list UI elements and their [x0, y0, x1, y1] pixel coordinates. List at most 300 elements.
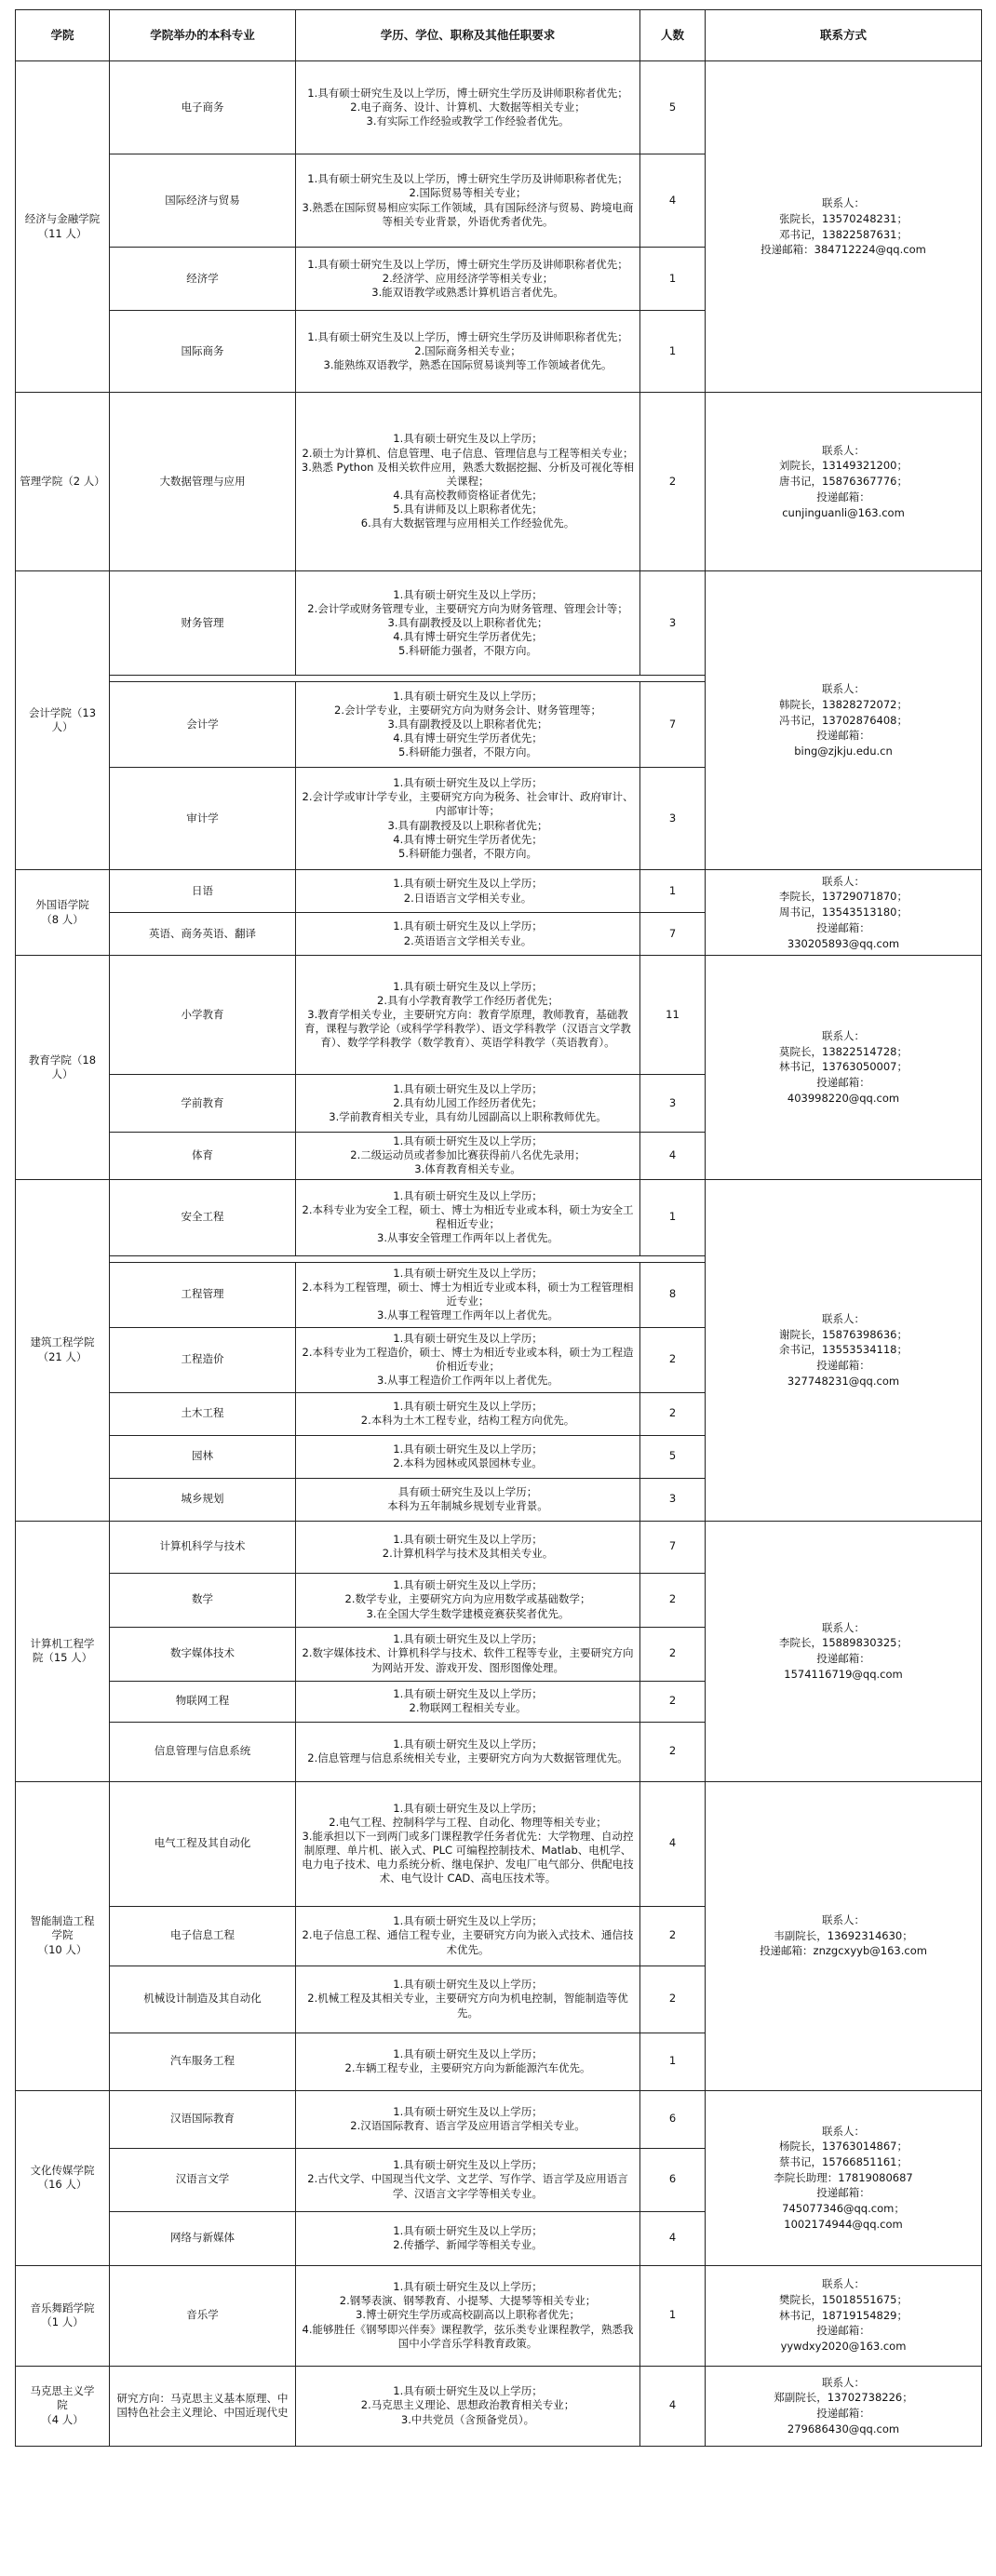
requirements-line: 3.有实际工作经验或教学工作经验者优先。	[366, 114, 570, 128]
headcount	[640, 311, 706, 393]
major-name-line: 国际商务	[181, 343, 224, 357]
major-name-line: 物联网工程	[175, 1694, 230, 1708]
requirements-line: 2.英语语言文学相关专业。	[403, 933, 532, 947]
college-name-line: 文化传媒学院	[30, 2163, 95, 2177]
requirements-line: 3.从事工程造价工作两年以上者优先。	[377, 1374, 559, 1388]
major-name-line: 大数据管理与应用	[159, 474, 246, 488]
headcount	[640, 1133, 706, 1180]
headcount	[640, 1435, 706, 1478]
major-name	[110, 1722, 296, 1781]
requirements-line: 1.具有硕士研究生及以上学历；	[393, 979, 543, 993]
table-row	[16, 2366, 982, 2446]
requirements-line: 2.汉语国际教育、语言学及应用语言学相关专业。	[350, 2119, 585, 2133]
college-name-line: 会计学院（13 人）	[28, 705, 97, 733]
headcount-line: 7	[668, 717, 677, 731]
requirements	[296, 956, 640, 1075]
requirements-line: 5.科研能力强者，不限方向。	[398, 644, 537, 658]
headcount-line: 4	[668, 193, 677, 207]
major-name	[110, 2265, 296, 2366]
major-name	[110, 682, 296, 768]
major-name-line: 电子信息工程	[170, 1928, 235, 1942]
college-contact-line: 1574116719@qq.com	[784, 1667, 903, 1681]
major-name-line: 财务管理	[181, 615, 224, 629]
requirements-line: 3.具有副教授及以上职称者优先；	[387, 818, 548, 832]
headcount-line: 1	[668, 883, 677, 897]
requirements-line: 1.具有硕士研究生及以上学历；	[393, 1632, 543, 1646]
table-row	[16, 571, 982, 676]
major-name-line: 数学	[192, 1592, 213, 1606]
major-name-line: 汽车服务工程	[170, 2054, 235, 2068]
college-name-line: 计算机工程学	[30, 1636, 95, 1650]
requirements-line: 4.具有博士研究生学历者优先；	[393, 832, 543, 846]
requirements-line: 1.具有硕士研究生及以上学历；	[393, 1134, 543, 1147]
headcount	[640, 1392, 706, 1435]
major-name-line: 汉语国际教育	[170, 2112, 235, 2126]
requirements-line: 2.国际贸易等相关专业；	[409, 186, 527, 200]
college-name-line: （16 人）	[37, 2178, 87, 2192]
college-contact-line: bing@zjkju.edu.cn	[794, 745, 893, 758]
requirements	[296, 2033, 640, 2090]
college-contact-line: 李院长，13729071870；	[779, 890, 908, 904]
requirements-line: 1.具有硕士研究生及以上学历；	[393, 1266, 543, 1280]
headcount	[640, 248, 706, 311]
requirements-line: 5.具有讲师及以上职称者优先；	[393, 503, 543, 517]
major-name-line: 经济学	[186, 271, 219, 285]
headcount	[640, 1075, 706, 1133]
requirements	[296, 1075, 640, 1133]
headcount	[640, 1627, 706, 1681]
major-name-line: 电气工程及其自动化	[154, 1836, 251, 1850]
college-contact-line: 联系人：	[822, 2375, 865, 2389]
major-name-line: 安全工程	[181, 1210, 224, 1224]
requirements	[296, 1392, 640, 1435]
table-header-row	[16, 10, 982, 61]
table-row	[16, 1521, 982, 1573]
major-name	[110, 2033, 296, 2090]
requirements-line: 2.本科专业为安全工程，硕士、博士为相近专业或本科，硕士为安全工程相近专业；	[302, 1202, 634, 1231]
major-name	[110, 1478, 296, 1521]
college-name	[16, 571, 110, 870]
major-name	[110, 571, 296, 676]
college-contact-line: 郑副院长，13702738226；	[774, 2391, 913, 2405]
college-name-line: （8 人）	[41, 912, 84, 926]
headcount	[640, 2366, 706, 2446]
college-name-line: 经济与金融学院	[24, 212, 101, 226]
requirements-line: 2.具有幼儿园工作经历者优先；	[393, 1095, 543, 1109]
requirements-line: 1.具有硕士研究生及以上学历；	[393, 775, 543, 789]
college-name	[16, 1781, 110, 2090]
headcount	[640, 2033, 706, 2090]
college-contact-line: 联系人：	[822, 1029, 865, 1043]
college-contact-line: 745077346@qq.com；	[782, 2202, 905, 2216]
headcount-line: 2	[668, 474, 677, 488]
requirements-line: 1.具有硕士研究生及以上学历；	[393, 587, 543, 601]
major-name	[110, 768, 296, 870]
requirements-line: 5.科研能力强者，不限方向。	[398, 846, 537, 860]
headcount-line: 4	[668, 2398, 677, 2412]
requirements-line: 2.计算机科学与技术及其相关专业。	[382, 1547, 554, 1561]
major-name	[110, 1966, 296, 2033]
college-contact	[706, 2090, 982, 2265]
college-contact-line: 邓书记，13822587631；	[779, 227, 908, 241]
major-name	[110, 1681, 296, 1722]
college-contact	[706, 393, 982, 571]
college-name-line: （1 人）	[41, 2315, 84, 2329]
requirements-line: 4.具有博士研究生学历者优先；	[393, 731, 543, 745]
college-contact-line: 投递邮箱：znzgcxyyb@163.com	[760, 1944, 927, 1958]
requirements-line: 4.能够胜任《钢琴即兴伴奏》课程教学，弦乐类专业课程教学，熟悉我国中小学音乐学科教育政策。	[302, 2322, 634, 2350]
major-name	[110, 2148, 296, 2211]
major-name	[110, 1075, 296, 1133]
header-college: 学院	[16, 10, 110, 61]
college-contact	[706, 2265, 982, 2366]
major-name-line: 网络与新媒体	[170, 2231, 235, 2245]
college-contact-line: 樊院长，15018551675；	[779, 2293, 908, 2306]
headcount-line: 2	[668, 1928, 677, 1942]
requirements	[296, 1179, 640, 1255]
headcount-line: 6	[668, 2112, 677, 2126]
requirements-line: 1.具有硕士研究生及以上学历；	[393, 1399, 543, 1413]
college-contact-line: 周书记，13543513180；	[779, 906, 908, 919]
requirements-line: 1.具有硕士研究生及以上学历；	[393, 1801, 543, 1815]
college-contact-line: 联系人：	[822, 2124, 865, 2138]
major-name-line: 研究方向：马克思主义基本原理、中国特色社会主义理论、中国近现代史	[116, 2391, 289, 2420]
college-contact-line: 蔡书记，15766851161；	[779, 2155, 908, 2168]
college-contact-line: 投递邮箱：	[816, 1652, 870, 1666]
requirements	[296, 1722, 640, 1781]
requirements-line: 1.具有硕士研究生及以上学历；	[393, 919, 543, 933]
table-row	[16, 2090, 982, 2148]
requirements-line: 3.教育学相关专业，主要研究方向：教育学原理，教师教育，基础教育，课程与教学论（或科学学科教学）、语文学科教学（汉语言文学教育）、数学学科教学（数学教育）、英语学科教学（英语教育）。	[304, 1007, 631, 1050]
major-name	[110, 2366, 296, 2446]
major-name	[110, 1781, 296, 1906]
college-name	[16, 1179, 110, 1521]
requirements-line: 2.电子信息工程、通信工程专业，主要研究方向为嵌入式技术、通信技术优先。	[302, 1928, 634, 1956]
header-requirements: 学历、学位、职称及其他任职要求	[296, 10, 640, 61]
requirements-line: 2.马克思主义理论、思想政治教育相关专业；	[360, 2398, 575, 2412]
requirements-line: 1.具有硕士研究生及以上学历；	[393, 1914, 543, 1928]
college-contact-line: 联系人：	[822, 1913, 865, 1926]
college-contact-line: 联系人：	[822, 874, 865, 888]
college-contact	[706, 870, 982, 956]
headcount-line: 2	[668, 1592, 677, 1606]
major-name-line: 工程管理	[181, 1287, 224, 1301]
headcount-line: 1	[668, 2054, 677, 2068]
headcount	[640, 1573, 706, 1627]
requirements-line: 1.具有硕士研究生及以上学历，博士研究生学历及讲师职称者优先；	[307, 86, 628, 100]
headcount	[640, 393, 706, 571]
requirements	[296, 2090, 640, 2148]
major-name-line: 数字媒体技术	[170, 1646, 235, 1660]
major-name-line: 日语	[192, 883, 213, 897]
college-name	[16, 2265, 110, 2366]
college-contact-line: 李院长助理：17819080687	[774, 2170, 913, 2184]
headcount-line: 1	[668, 343, 677, 357]
college-contact-line: 莫院长，13822514728；	[779, 1044, 908, 1058]
college-contact-line: 韩院长，13828272072；	[779, 697, 908, 711]
requirements-line: 2.古代文学、中国现当代文学、文艺学、写作学、语言学及应用语言学、汉语言文字学等相关专业。	[307, 2172, 628, 2200]
college-name	[16, 1521, 110, 1781]
headcount-line: 4	[668, 1148, 677, 1162]
headcount-line: 2	[668, 1992, 677, 2006]
requirements-line: 5.科研能力强者，不限方向。	[398, 745, 537, 759]
requirements	[296, 154, 640, 248]
requirements-line: 1.具有硕士研究生及以上学历；	[393, 1188, 543, 1202]
college-contact-line: 投递邮箱：	[816, 729, 870, 743]
requirements-line: 1.具有硕士研究生及以上学历；	[393, 1978, 543, 1992]
college-contact-line: 279686430@qq.com	[787, 2422, 900, 2435]
college-name	[16, 2090, 110, 2265]
college-name-line: （10 人）	[37, 1942, 87, 1956]
headcount	[640, 1262, 706, 1327]
requirements	[296, 1478, 640, 1521]
requirements-line: 3.具有副教授及以上职称者优先；	[387, 615, 548, 629]
requirements	[296, 1521, 640, 1573]
requirements-line: 2.传播学、新闻学等相关专业。	[393, 2238, 543, 2252]
college-contact-line: 联系人：	[822, 1620, 865, 1634]
major-name	[110, 1327, 296, 1392]
requirements-line: 具有硕士研究生及以上学历；	[397, 1484, 538, 1498]
major-name	[110, 2211, 296, 2265]
college-contact-line: 投递邮箱：	[816, 490, 870, 503]
recruitment-table	[15, 9, 982, 2447]
requirements-line: 2.车辆工程专业，主要研究方向为新能源汽车优先。	[344, 2061, 591, 2075]
college-contact-line: 联系人：	[822, 1311, 865, 1325]
requirements	[296, 393, 640, 571]
major-name-line: 音乐学	[186, 2308, 219, 2322]
college-contact-line: cunjinguanli@163.com	[782, 505, 905, 519]
requirements-line: 1.具有硕士研究生及以上学历；	[393, 1737, 543, 1751]
headcount	[640, 2148, 706, 2211]
requirements-line: 1.具有硕士研究生及以上学历；	[393, 1532, 543, 1546]
headcount-line: 3	[668, 1095, 677, 1109]
headcount	[640, 2090, 706, 2148]
college-name-line: （11 人）	[37, 226, 87, 240]
headcount-line: 1	[668, 1210, 677, 1224]
college-name-line: 院（15 人）	[32, 1651, 93, 1665]
requirements-line: 2.物联网工程相关专业。	[409, 1701, 527, 1715]
requirements-line: 3.具有副教授及以上职称者优先；	[387, 717, 548, 731]
requirements-line: 3.体育教育相关专业。	[414, 1162, 521, 1176]
headcount	[640, 1327, 706, 1392]
college-contact-line: 唐书记，15876367776；	[779, 475, 908, 489]
college-contact-line: 张院长，13570248231；	[779, 211, 908, 225]
college-name-line: 院	[57, 2398, 68, 2412]
college-contact-line: 投递邮箱：	[816, 1076, 870, 1090]
college-contact-line: 403998220@qq.com	[787, 1091, 900, 1105]
college-contact-line: 刘院长，13149321200；	[779, 459, 908, 473]
headcount-line: 2	[668, 1352, 677, 1366]
headcount	[640, 682, 706, 768]
requirements-line: 2.硕士为计算机、信息管理、电子信息、管理信息与工程等相关专业；	[302, 446, 634, 460]
requirements-line: 2.具有小学教育教学工作经历者优先；	[377, 993, 559, 1007]
college-contact-line: 李院长，15889830325；	[779, 1636, 908, 1650]
table-row	[16, 956, 982, 1075]
college-contact-line: 谢院长，15876398636；	[779, 1327, 908, 1341]
college-contact-line: 投递邮箱：	[816, 2186, 870, 2200]
college-contact-line: 联系人：	[822, 443, 865, 457]
requirements	[296, 1681, 640, 1722]
headcount	[640, 2211, 706, 2265]
requirements-line: 2.本科专业为工程造价，硕士、博士为相近专业或本科，硕士为工程造价相近专业；	[302, 1345, 634, 1374]
requirements	[296, 1435, 640, 1478]
headcount-line: 7	[668, 1539, 677, 1553]
requirements-line: 1.具有硕士研究生及以上学历；	[393, 689, 543, 703]
requirements-line: 1.具有硕士研究生及以上学历；	[393, 1081, 543, 1095]
requirements-line: 3.能承担以下一到两门或多门课程教学任务者优先：大学物理、自动控制原理、单片机、嵌入式、PLC 可编程控制技术、Matlab、电机学、电力电子技术、电力系统分析、继电保护、发电厂电气部分、供配电技术、电气设计 CAD、高电压技术等。	[302, 1829, 634, 1885]
major-name	[110, 1573, 296, 1627]
requirements-line: 3.能熟练双语教学，熟悉在国际贸易谈判等工作领域者优先。	[323, 358, 612, 372]
major-name-line: 小学教育	[181, 1007, 224, 1021]
requirements	[296, 1906, 640, 1966]
college-contact-line: 联系人：	[822, 196, 865, 210]
major-name	[110, 1133, 296, 1180]
requirements-line: 2.机械工程及其相关专业，主要研究方向为机电控制，智能制造等优先。	[307, 1992, 628, 2019]
college-name	[16, 61, 110, 393]
requirements-line: 2.本科为工程管理，硕士、博士为相近专业或本科，硕士为工程管理相近专业；	[302, 1280, 634, 1308]
headcount-line: 5	[668, 1449, 677, 1463]
requirements-line: 2.会计学专业，主要研究方向为财务会计、财务管理等；	[334, 703, 601, 717]
headcount	[640, 1179, 706, 1255]
college-contact-line: 327748231@qq.com	[787, 1374, 900, 1388]
headcount	[640, 1521, 706, 1573]
requirements	[296, 1781, 640, 1906]
requirements-line: 3.能双语教学或熟悉计算机语言者优先。	[371, 286, 564, 300]
requirements-line: 2.电子商务、设计、计算机、大数据等相关专业；	[350, 100, 585, 114]
requirements-line: 1.具有硕士研究生及以上学历；	[393, 2384, 543, 2398]
requirements-line: 2.信息管理与信息系统相关专业，主要研究方向为大数据管理优先。	[307, 1751, 628, 1765]
major-name-line: 汉语言文学	[175, 2172, 230, 2186]
college-contact-line: yywdxy2020@163.com	[780, 2340, 907, 2354]
requirements-line: 1.具有硕士研究生及以上学历；	[393, 877, 543, 891]
requirements	[296, 2211, 640, 2265]
headcount	[640, 571, 706, 676]
major-name	[110, 311, 296, 393]
requirements	[296, 682, 640, 768]
requirements-line: 1.具有硕士研究生及以上学历；	[393, 2158, 543, 2172]
college-contact-line: 余书记，13553534118；	[779, 1343, 908, 1357]
headcount-line: 4	[668, 1836, 677, 1850]
requirements-line: 3.中共党员（含预备党员）。	[400, 2412, 535, 2426]
major-name-line: 机械设计制造及其自动化	[143, 1992, 262, 2006]
college-contact-line: 投递邮箱：	[816, 2407, 870, 2421]
requirements	[296, 2265, 640, 2366]
headcount	[640, 870, 706, 913]
major-name-line: 学前教育	[181, 1095, 224, 1109]
headcount-line: 3	[668, 811, 677, 825]
college-contact-line: 投递邮箱：384712224@qq.com	[760, 243, 926, 257]
college-contact-line: 联系人：	[822, 682, 865, 696]
major-name	[110, 61, 296, 154]
table-row	[16, 393, 982, 571]
college-name	[16, 956, 110, 1180]
college-name-line: 建筑工程学院	[30, 1335, 95, 1349]
requirements	[296, 913, 640, 956]
requirements-line: 2.数字媒体技术、计算机科学与技术、软件工程等专业，主要研究方向为网站开发、游戏开发、图形图像处理。	[302, 1646, 634, 1674]
college-name	[16, 2366, 110, 2446]
requirements-line: 1.具有硕士研究生及以上学历，博士研究生学历及讲师职称者优先；	[307, 257, 628, 271]
major-name-line: 计算机科学与技术	[159, 1539, 246, 1553]
college-contact-line: 林书记，13763050007；	[779, 1060, 908, 1074]
requirements	[296, 1327, 640, 1392]
requirements-line: 4.具有博士研究生学历者优先；	[393, 630, 543, 644]
major-name	[110, 1392, 296, 1435]
requirements-line: 1.具有硕士研究生及以上学历，博士研究生学历及讲师职称者优先；	[307, 329, 628, 343]
requirements	[296, 571, 640, 676]
requirements-line: 2.二级运动员或者参加比赛获得前八名优先录用；	[350, 1148, 585, 1162]
college-name-line: 教育学院（18 人）	[28, 1053, 97, 1080]
requirements	[296, 248, 640, 311]
header-major: 学院举办的本科专业	[110, 10, 296, 61]
headcount-line: 11	[666, 1007, 680, 1021]
requirements-line: 3.在全国大学生数学建模竞赛获奖者优先。	[366, 1606, 570, 1620]
requirements-line: 2.本科为园林或风景园林专业。	[393, 1456, 543, 1470]
headcount	[640, 768, 706, 870]
college-contact	[706, 571, 982, 870]
requirements-line: 3.熟悉在国际贸易相应实际工作领域，具有国际经济与贸易、跨境电商等相关专业背景，外语优秀者优先。	[302, 200, 634, 228]
requirements-line: 2.国际商务相关专业；	[414, 343, 521, 357]
requirements	[296, 311, 640, 393]
college-contact-line: 联系人：	[822, 2277, 865, 2291]
major-name	[110, 1179, 296, 1255]
major-name	[110, 870, 296, 913]
headcount	[640, 1966, 706, 2033]
headcount-line: 2	[668, 1694, 677, 1708]
requirements	[296, 1262, 640, 1327]
requirements-line: 2.经济学、应用经济学等相关专业；	[382, 271, 554, 285]
headcount	[640, 913, 706, 956]
requirements-line: 1.具有硕士研究生及以上学历；	[393, 2280, 543, 2294]
requirements-line: 1.具有硕士研究生及以上学历；	[393, 2104, 543, 2118]
college-name-line: 智能制造工程	[30, 1914, 95, 1928]
major-name	[110, 2090, 296, 2148]
requirements	[296, 1133, 640, 1180]
requirements	[296, 2366, 640, 2446]
headcount	[640, 1722, 706, 1781]
requirements-line: 1.具有硕士研究生及以上学历，博士研究生学历及讲师职称者优先；	[307, 172, 628, 186]
major-name	[110, 248, 296, 311]
major-name-line: 体育	[192, 1148, 213, 1162]
requirements-line: 本科为五年制城乡规划专业背景。	[387, 1499, 548, 1513]
requirements	[296, 2148, 640, 2211]
college-contact-line: 林书记，18719154829；	[779, 2308, 908, 2322]
requirements-line: 1.具有硕士研究生及以上学历；	[393, 2223, 543, 2237]
gap-cell	[110, 676, 706, 682]
college-contact-line: 投递邮箱：	[816, 2324, 870, 2338]
major-name-line: 土木工程	[181, 1406, 224, 1420]
major-name-line: 信息管理与信息系统	[154, 1744, 251, 1758]
headcount-line: 6	[668, 2172, 677, 2186]
requirements-line: 2.日语语言文学相关专业。	[403, 891, 532, 905]
requirements	[296, 1573, 640, 1627]
requirements-line: 1.具有硕士研究生及以上学历；	[393, 1442, 543, 1456]
header-contact: 联系方式	[706, 10, 982, 61]
college-contact-line: 杨院长，13763014867；	[779, 2140, 908, 2153]
headcount-line: 3	[668, 1492, 677, 1506]
requirements-line: 2.数学专业，主要研究方向为应用数学或基础数学；	[344, 1592, 591, 1606]
header-count: 人数	[640, 10, 706, 61]
headcount-line: 3	[668, 615, 677, 629]
requirements	[296, 1627, 640, 1681]
headcount	[640, 956, 706, 1075]
requirements-line: 4.具有高校教师资格证者优先；	[393, 489, 543, 503]
college-name-line: （4 人）	[41, 2412, 84, 2426]
headcount	[640, 1781, 706, 1906]
major-name-line: 英语、商务英语、翻译	[149, 926, 256, 940]
table-row	[16, 2265, 982, 2366]
college-contact	[706, 2366, 982, 2446]
table-row	[16, 1179, 982, 1255]
